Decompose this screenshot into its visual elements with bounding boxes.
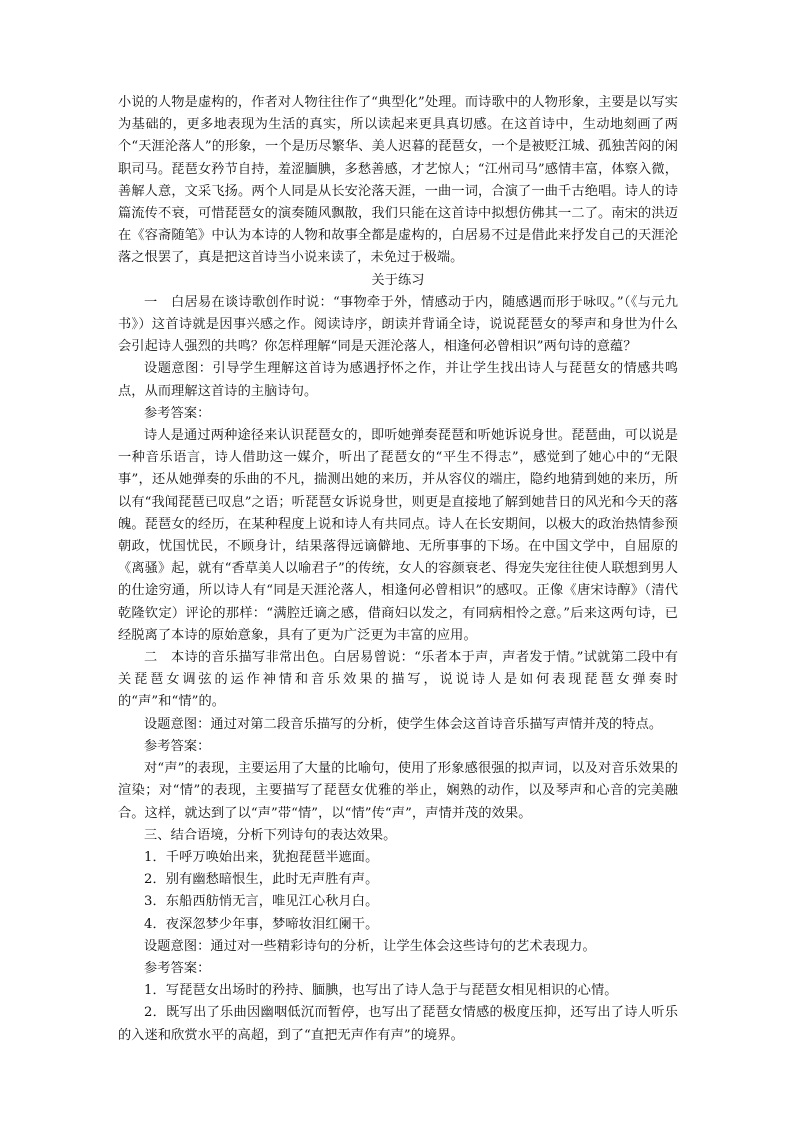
question-3-answer-label: 参考答案： — [144, 960, 211, 976]
question-1-intent: 设题意图：引导学生理解这首诗为感遇抒怀之作，并让学生找出诗人与琵琶女的情感共鸣点，从而理解这首诗的主脑诗句。 — [118, 361, 678, 399]
question-2: 二 本诗的音乐描写非常出色。白居易曾说：“乐者本于声，声者发于情。”试就第二段中有关琵琶女调弦的运作神情和音乐效果的描写，说说诗人是如何表现琵琶女弹奏时的“声”和“情”的。 — [118, 650, 678, 710]
question-1-answer: 诗人是通过两种途径来认识琵琶女的，即听她弹奏琵琶和听她诉说身世。琵琶曲，可以说是一种音乐语言，诗人借助这一媒介，听出了琵琶女的“平生不得志”，感觉到了她心中的“无限事”，还从她弹奏的乐曲的不凡，揣测出她的来历，并从容仪的端庄，隐约地猜到她的来历，所以有“我闻琵琶已叹息”之语；听琵琶女诉说身世，则更是直接地了解到她昔日的风光和今天的落魄。琵琶女的经历，在某种程度上说和诗人有共同点。诗人在长安期间，以极大的政治热情参预朝政，忧国忧民，不顾身计，结果落得远谪僻地、无所事事的下场。在中国文学中，自屈原的《离骚》起，就有“香草美人以喻君子”的传统，女人的容颜衰老、得宠失宠往往使人联想到男人的仕途穷通，所以诗人有“同是天涯沦落人，相逢何必曾相识”的感叹。正像《唐宋诗醇》（清代乾隆钦定）评论的那样：“满腔迁谪之感，借商妇以发之，有同病相怜之意。”后来这两句诗，已经脱离了本诗的原始意象，具有了更为广泛更为丰富的应用。 — [118, 428, 678, 643]
question-1: 一 白居易在谈诗歌创作时说：“事物牵于外，情感动于内，随感遇而形于咏叹。”（《与元九书》）这首诗就是因事兴感之作。阅读诗序，朗读并背诵全诗，说说琵琶女的琴声和身世为什么会引起诗人强烈的共鸣？你怎样理解“同是天涯沦落人，相逢何必曾相识”两句诗的意蕴？ — [118, 294, 678, 355]
intro-paragraph: 小说的人物是虚构的，作者对人物往往作了“典型化”处理。而诗歌中的人物形象，主要是以写实为基础的，更多地表现为生活的真实，所以读起来更具真切感。在这首诗中，生动地刻画了两个“天涯沦落人”的形象，一个是历尽繁华、美人迟暮的琵琶女，一个是被贬江城、孤独苦闷的闲职司马。琵琶女矜节自持，羞涩腼腆，多愁善感，才艺惊人；“江州司马”感情丰富，体察入微，善解人意，文采飞扬。两个人同是从长安沦落天涯，一曲一词，合演了一曲千古绝唱。诗人的诗篇流传不衰，可惜琵琶女的演奏随风飘散，我们只能在这首诗中拟想仿佛其一二了。南宋的洪迈在《容斋随笔》中认为本诗的人物和故事全都是虚构的，白居易不过是借此来抒发自己的天涯沦落之恨罢了，真是把这首诗当小说来读了，未免过于极端。 — [118, 95, 678, 266]
question-3-item: 4．夜深忽梦少年事，梦啼妆泪红阑干。 — [144, 916, 379, 932]
document-page — [118, 92, 678, 1047]
section-title: 关于练习 — [371, 272, 425, 288]
question-3-item: 2．别有幽愁暗恨生，此时无声胜有声。 — [144, 872, 379, 888]
question-1-answer-label: 参考答案： — [144, 405, 211, 421]
question-2-intent: 设题意图：通过对第二段音乐描写的分析，使学生体会这首诗音乐描写声情并茂的特点。 — [144, 716, 663, 732]
question-3-item: 3．东船西舫悄无言，唯见江心秋月白。 — [144, 894, 379, 910]
question-3-item: 1．千呼万唤始出来，犹抱琵琶半遮面。 — [144, 849, 379, 865]
question-3-answer: 2．既写出了乐曲因幽咽低沉而暂停，也写出了琵琶女情感的极度压抑，还写出了诗人听乐的入迷和欣赏水平的高超，到了“直把无声作有声”的境界。 — [118, 1005, 678, 1043]
question-2-answer-label: 参考答案： — [144, 738, 211, 754]
question-3: 三、结合语境，分析下列诗句的表达效果。 — [144, 827, 397, 843]
question-3-intent: 设题意图：通过对一些精彩诗句的分析，让学生体会这些诗句的艺术表现力。 — [144, 938, 596, 954]
question-2-answer: 对“声”的表现，主要运用了大量的比喻句，使用了形象感很强的拟声词，以及对音乐效果的渲染；对“情”的表现，主要描写了琵琶女优雅的举止，娴熟的动作，以及琴声和心音的完美融合。这样，就达到了以“声”带“情”，以“情”传“声”，声情并茂的效果。 — [118, 761, 678, 821]
question-3-answer: 1．写琵琶女出场时的矜持、腼腆，也写出了诗人急于与琵琶女相见相识的心情。 — [144, 983, 618, 999]
